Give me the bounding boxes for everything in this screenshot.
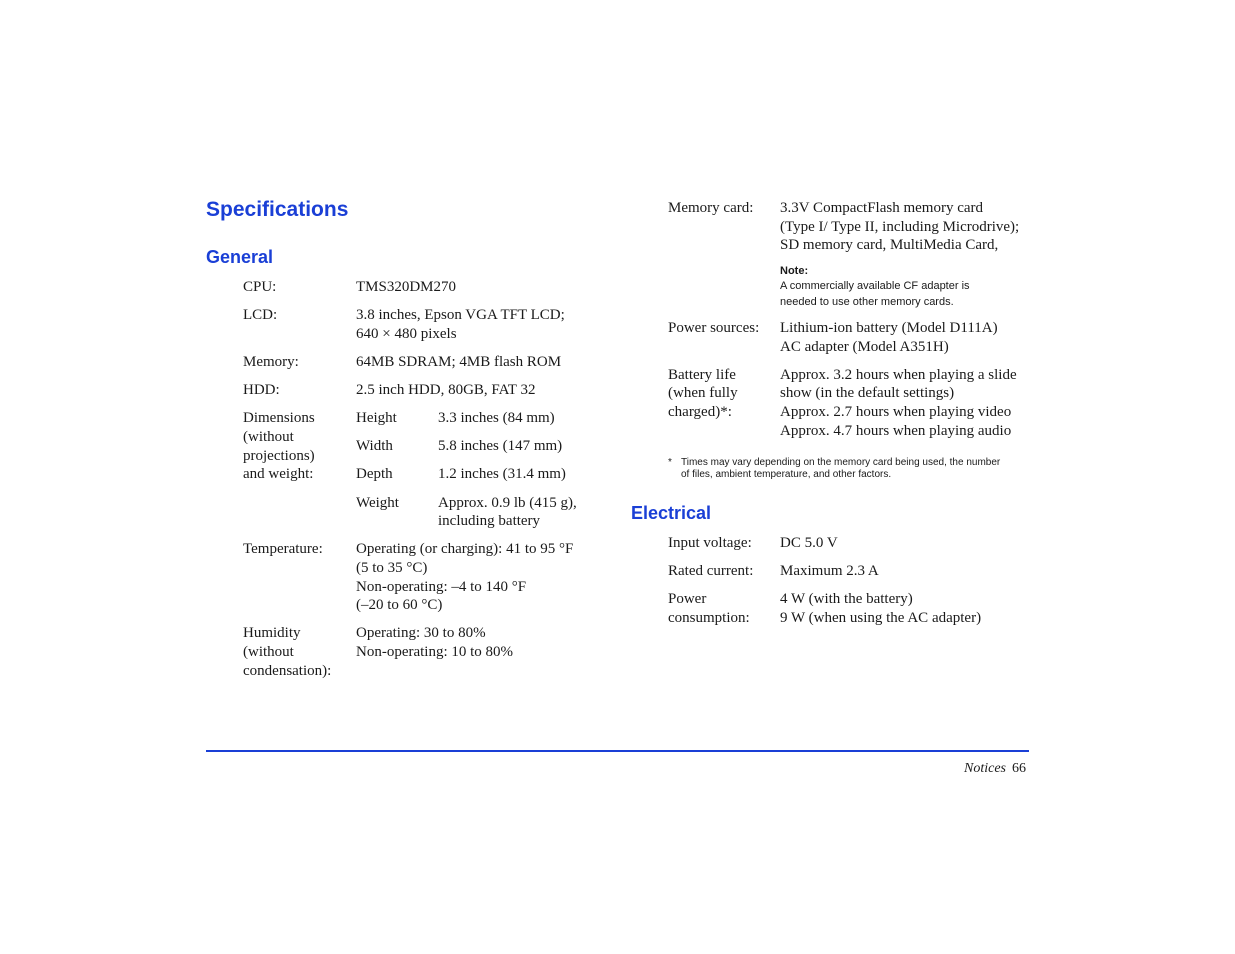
- spec-label-temperature: Temperature:: [243, 541, 323, 557]
- dimension-value-height: 3.3 inches (84 mm): [438, 410, 555, 426]
- spec-label-hdd: HDD:: [243, 382, 280, 398]
- spec-value-memory-card-line3: SD memory card, MultiMedia Card,: [780, 237, 999, 253]
- spec-label-power-consumption-line2: consumption:: [668, 610, 750, 626]
- spec-value-temperature-line3: Non-operating: –4 to 140 °F: [356, 579, 527, 595]
- note-text-line2: needed to use other memory cards.: [780, 296, 954, 308]
- footer-rule: [206, 750, 1029, 752]
- section-heading-electrical: Electrical: [631, 503, 712, 523]
- spec-value-temperature-line4: (–20 to 60 °C): [356, 597, 443, 613]
- page-title: Specifications: [206, 198, 349, 221]
- spec-value-battery-life-line1: Approx. 3.2 hours when playing a slide: [780, 367, 1017, 383]
- spec-value-power-sources-line2: AC adapter (Model A351H): [780, 339, 949, 355]
- note-title: Note:: [780, 265, 809, 277]
- spec-value-memory: 64MB SDRAM; 4MB flash ROM: [356, 354, 562, 370]
- spec-label-dimensions-line3: projections): [243, 448, 315, 464]
- spec-label-lcd: LCD:: [243, 307, 278, 323]
- page-number: 66: [1012, 761, 1026, 776]
- spec-value-memory-card-line2: (Type I/ Type II, including Microdrive);: [780, 219, 1020, 235]
- spec-label-dimensions-line1: Dimensions: [243, 410, 315, 426]
- spec-label-memory-card: Memory card:: [668, 200, 754, 216]
- spec-label-battery-life-line1: Battery life: [668, 367, 736, 383]
- dimension-name-depth: Depth: [356, 466, 393, 482]
- spec-label-cpu: CPU:: [243, 279, 277, 295]
- spec-label-humidity-line3: condensation):: [243, 663, 332, 679]
- section-heading-general: General: [206, 247, 274, 267]
- spec-label-rated-current: Rated current:: [668, 563, 754, 579]
- footnote-mark: *: [668, 457, 672, 468]
- spec-label-input-voltage: Input voltage:: [668, 535, 752, 551]
- spec-value-lcd-line2: 640 × 480 pixels: [356, 326, 457, 342]
- note-text-line1: A commercially available CF adapter is: [780, 280, 970, 292]
- spec-value-battery-life-line3: Approx. 2.7 hours when playing video: [780, 404, 1012, 420]
- spec-value-lcd-line1: 3.8 inches, Epson VGA TFT LCD;: [356, 307, 565, 323]
- dimension-name-width: Width: [356, 438, 393, 454]
- dimension-name-weight: Weight: [356, 495, 399, 511]
- dimension-value-weight: Approx. 0.9 lb (415 g),: [438, 495, 577, 511]
- spec-value-power-consumption-line2: 9 W (when using the AC adapter): [780, 610, 982, 626]
- spec-label-power-sources: Power sources:: [668, 320, 760, 336]
- spec-label-dimensions-line4: and weight:: [243, 466, 314, 482]
- spec-label-humidity-line1: Humidity: [243, 625, 301, 641]
- spec-value-battery-life-line4: Approx. 4.7 hours when playing audio: [780, 423, 1012, 439]
- footer-section: Notices: [964, 761, 1006, 776]
- spec-value-humidity-line1: Operating: 30 to 80%: [356, 625, 486, 641]
- spec-value-humidity-line2: Non-operating: 10 to 80%: [356, 644, 514, 660]
- dimension-value-weight-line2: including battery: [438, 513, 541, 529]
- spec-value-temperature-line2: (5 to 35 °C): [356, 560, 428, 576]
- footnote-text-line2: of files, ambient temperature, and other factors.: [681, 469, 892, 480]
- dimension-value-width: 5.8 inches (147 mm): [438, 438, 563, 454]
- spec-label-battery-life-line2: (when fully: [668, 385, 738, 401]
- footnote-text-line1: Times may vary depending on the memory card being used, the number: [681, 457, 1001, 468]
- spec-value-power-sources-line1: Lithium-ion battery (Model D111A): [780, 320, 998, 336]
- spec-label-dimensions-line2: (without: [243, 429, 294, 445]
- spec-value-power-consumption-line1: 4 W (with the battery): [780, 591, 913, 607]
- spec-value-cpu: TMS320DM270: [356, 279, 457, 295]
- dimension-name-height: Height: [356, 410, 397, 426]
- spec-value-temperature-line1: Operating (or charging): 41 to 95 °F: [356, 541, 574, 557]
- dimension-value-depth: 1.2 inches (31.4 mm): [438, 466, 566, 482]
- spec-value-battery-life-line2: show (in the default settings): [780, 385, 955, 401]
- spec-value-input-voltage: DC 5.0 V: [780, 535, 838, 551]
- spec-label-power-consumption-line1: Power: [668, 591, 707, 607]
- spec-label-memory: Memory:: [243, 354, 299, 370]
- spec-label-battery-life-line3: charged)*:: [668, 404, 732, 420]
- spec-value-memory-card-line1: 3.3V CompactFlash memory card: [780, 200, 984, 216]
- spec-value-rated-current: Maximum 2.3 A: [780, 563, 879, 579]
- spec-label-humidity-line2: (without: [243, 644, 294, 660]
- spec-value-hdd: 2.5 inch HDD, 80GB, FAT 32: [356, 382, 536, 398]
